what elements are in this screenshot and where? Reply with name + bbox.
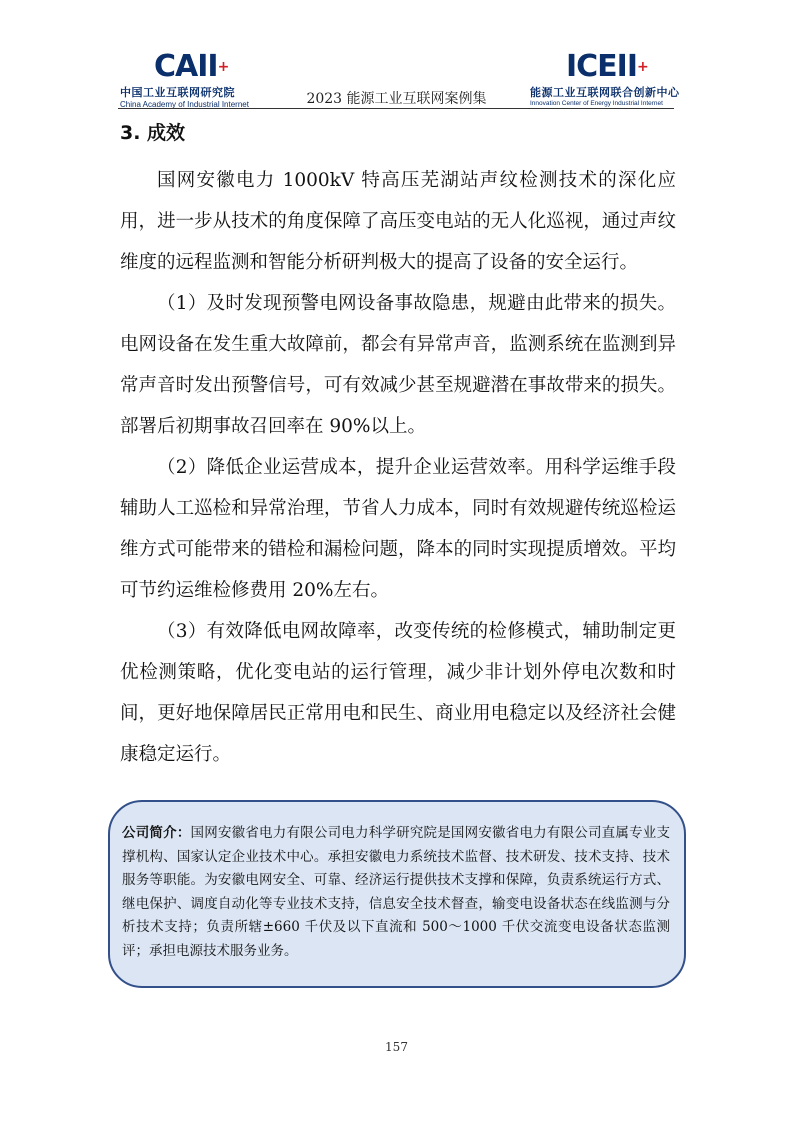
section-body (120, 160, 676, 775)
paragraph-intro: 国网安徽电力 1000kV 特高压芜湖站声纹检测技术的深化应用，进一步从技术的角度保障了高压变电站的无人化巡视，通过声纹维度的远程监测和智能分析研判极大的提高了设备的安全运行。 (120, 170, 676, 273)
company-intro-text (122, 822, 670, 963)
iceii-logo (530, 49, 680, 107)
iceii-logo-name-cn: 能源工业互联网联合创新中心 (530, 86, 680, 99)
company-intro-box (108, 800, 686, 988)
company-intro-body: 国网安徽省电力有限公司电力科学研究院是国网安徽省电力有限公司直属专业支撑机构、国家认定企业技术中心。承担安徽电力系统技术监督、技术研发、技术支持、技术服务等职能。为安徽电网安全、可靠、经济运行提供技术支撑和保障，负责系统运行方式、继电保护、调度自动化等专业技术支持，信息安全技术督查，输变电设备状态在线监测与分析技术支持；负责所辖±660 千伏及以下直流和 500～1000 千伏交流变电设备状态监测评；承担电源技术服务业务。 (122, 825, 671, 959)
caii-logo-name-cn: 中国工业互联网研究院 (120, 86, 235, 99)
iceii-logo-mark: ICEII+ (566, 49, 648, 84)
caii-logo-mark: CAII+ (154, 49, 229, 84)
company-intro-label: 公司简介： (122, 825, 191, 841)
caii-logo-name-en: China Academy of Industrial Internet (120, 100, 249, 109)
paragraph-point-2: （2）降低企业运营成本，提升企业运营效率。用科学运维手段辅助人工巡检和异常治理，节省人力成本，同时有效规避传统巡检运维方式可能带来的错检和漏检问题，降本的同时实现提质增效。平均可节约运维检修费用 20%左右。 (120, 457, 676, 601)
iceii-logo-name-en: Innovation Center of Energy Industrial Internet (530, 100, 663, 107)
paragraph-point-1: （1）及时发现预警电网设备事故隐患，规避由此带来的损失。电网设备在发生重大故障前，都会有异常声音，监测系统在监测到异常声音时发出预警信号，可有效减少甚至规避潜在事故带来的损失。部署后初期事故召回率在 90%以上。 (120, 293, 676, 437)
page-number: 157 (385, 1040, 408, 1054)
section-title: 3. 成效 (120, 122, 186, 144)
paragraph-point-3: （3）有效降低电网故障率，改变传统的检修模式，辅助制定更优检测策略，优化变电站的运行管理，减少非计划外停电次数和时间，更好地保障居民正常用电和民生、商业用电稳定以及经济社会健康稳定运行。 (120, 621, 676, 765)
page-header (0, 0, 793, 110)
header-divider (118, 108, 674, 109)
header-title: 2023 能源工业互联网案例集 (306, 91, 487, 107)
